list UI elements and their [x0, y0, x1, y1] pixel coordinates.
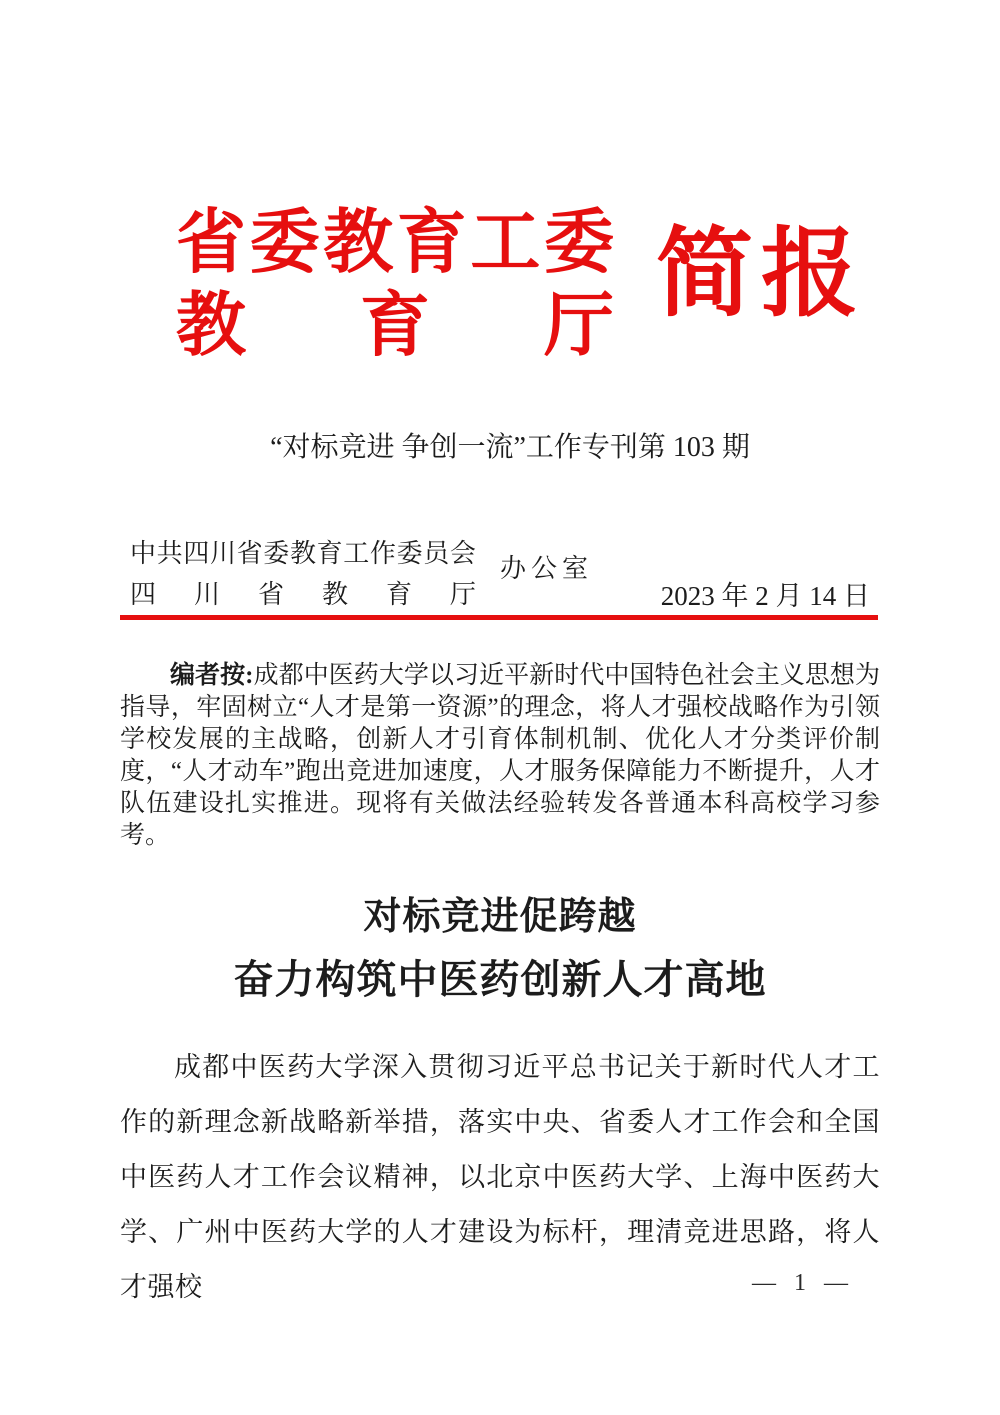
masthead-bulletin-title: 简报	[656, 221, 866, 328]
issue-info-line: “对标竞进 争创一流”工作专刊第 103 期	[270, 432, 750, 463]
sender-org-line1: 中 共 四 川 省 委 教 育 工 作 委 员 会	[130, 539, 476, 568]
masthead-org-line2: 教 育 厅	[176, 288, 614, 365]
article-paragraph: 成都中医药大学深入贯彻习近平总书记关于新时代人才工作的新理念新战略新举措，落实中央、省委人才工作会和全国中医药人才工作会议精神，以北京中医药大学、上海中医药大学、广州中医药大学的人才建设为标杆，理清竞进思路，将人才强校	[120, 1052, 880, 1302]
red-divider-rule	[120, 615, 878, 620]
issue-date: 2023 年 2 月 14 日	[660, 581, 870, 611]
editor-note-label: 编者按:	[170, 662, 254, 689]
masthead-org-lines	[176, 205, 614, 365]
editor-note	[120, 660, 880, 852]
editor-note-text: 成都中医药大学以习近平新时代中国特色社会主义思想为指导，牢固树立“人才是第一资源”的理念，将人才强校战略作为引领学校发展的主战略，创新人才引育体制机制、优化人才分类评价制度，“人才动车”跑出竞进加速度，人才服务保障能力不断提升，人才队伍建设扎实推进。现将有关做法经验转发各普通本科高校学习参考。	[120, 662, 880, 849]
page-number: — 1 —	[752, 1270, 854, 1296]
sender-office-label: 办公室	[500, 554, 594, 583]
sender-org-line2: 四 川 省 教 育 厅	[130, 580, 476, 609]
article-title-line1: 对标竞进促跨越	[363, 896, 637, 938]
masthead-org-line1: 省 委 教 育 工 委	[176, 205, 614, 282]
article-title-line2: 奋力构筑中医药创新人才高地	[233, 957, 767, 1002]
